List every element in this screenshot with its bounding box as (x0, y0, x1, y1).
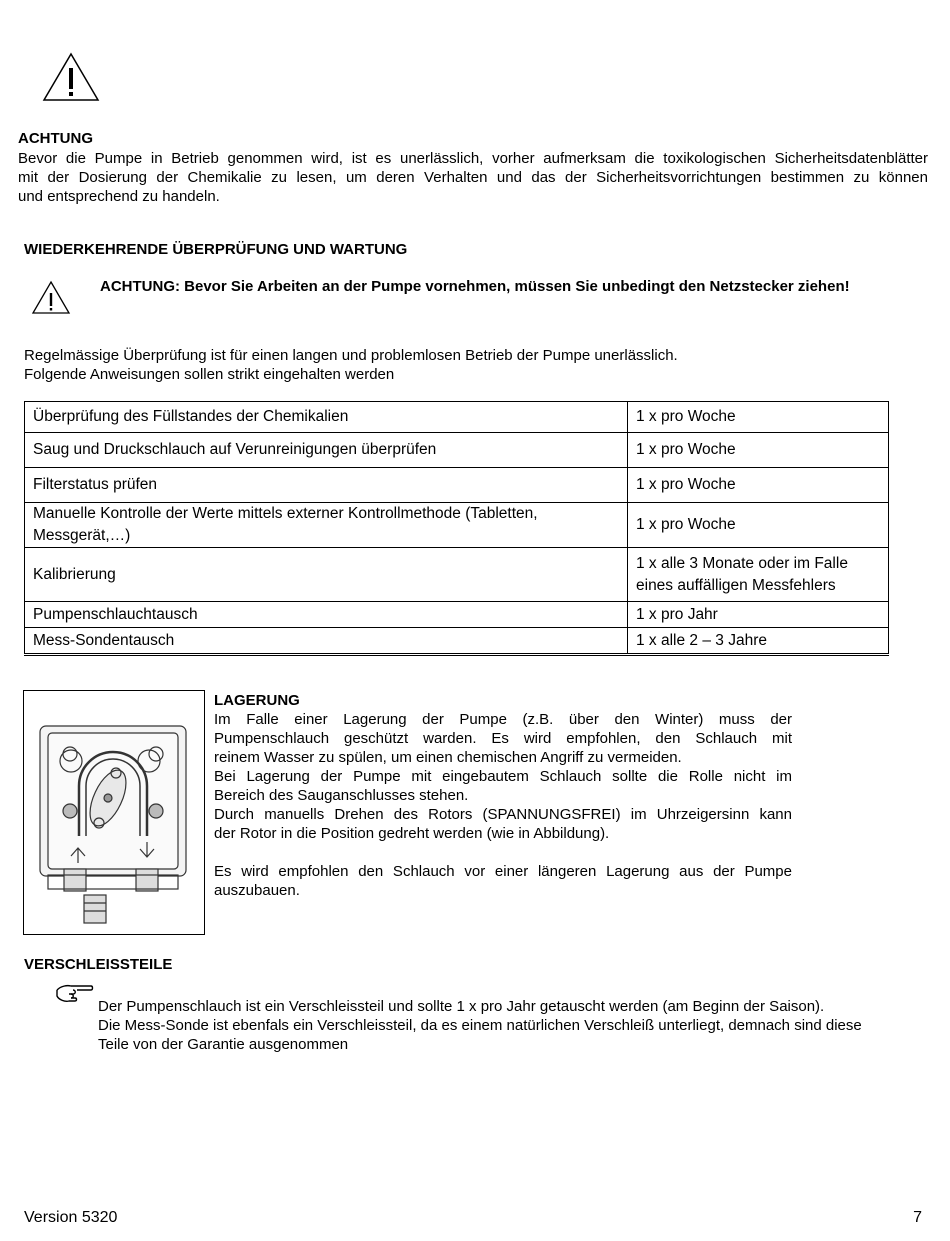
warning-triangle-icon (31, 280, 71, 315)
interval-cell: 1 x pro Woche (628, 433, 889, 468)
interval-cell: 1 x pro Woche (628, 402, 889, 433)
storage-line: Es wird empfohlen den Schlauch vor einer längeren Lagerung aus der Pumpe (214, 863, 792, 880)
storage-line: Bei Lagerung der Pumpe mit eingebautem Schlauch sollte die Rolle nicht im (214, 768, 792, 785)
page-number: 7 (913, 1209, 922, 1226)
intro-line: Regelmässige Überprüfung ist für einen langen und problemlosen Betrieb der Pumpe unerlässlich. (24, 347, 678, 364)
maintenance-intro (24, 346, 678, 384)
task-cell: Kalibrierung (25, 548, 628, 602)
interval-cell: 1 x pro Woche (628, 468, 889, 503)
storage-line (214, 843, 792, 862)
table-row (25, 503, 889, 548)
table-row (25, 433, 889, 468)
table-row (25, 548, 889, 602)
task-cell: Filterstatus prüfen (25, 468, 628, 503)
storage-line: auszubauen. (214, 882, 300, 899)
storage-line: Durch manuells Drehen des Rotors (SPANNUNGSFREI) im Uhrzeigersinn kann (214, 806, 792, 823)
wear-parts-heading: VERSCHLEISSTEILE (24, 956, 173, 973)
maintenance-table (24, 401, 889, 656)
warning-line: mit der Dosierung der Chemikalie zu lesen, um deren Verhalten und das der Sicherheitsvorrichtungen bestimmen zu können (18, 169, 928, 186)
maintenance-heading: WIEDERKEHRENDE ÜBERPRÜFUNG UND WARTUNG (24, 241, 408, 258)
table-row (25, 468, 889, 503)
task-cell: Pumpenschlauchtausch (25, 602, 628, 628)
storage-line: reinem Wasser zu spülen, um einen chemischen Angriff zu vermeiden. (214, 749, 682, 766)
warning-line: Bevor die Pumpe in Betrieb genommen wird, ist es unerlässlich, vorher aufmerksam die toxikologischen Sicherheitsdatenblätter (18, 150, 928, 167)
table-row (25, 602, 889, 628)
warning-line: und entsprechend zu handeln. (18, 188, 220, 205)
storage-line: der Rotor in die Position gedreht werden (wie in Abbildung). (214, 825, 610, 842)
maintenance-warning: ACHTUNG: Bevor Sie Arbeiten an der Pumpe vornehmen, müssen Sie unbedingt den Netzstecker ziehen! (100, 278, 850, 295)
table-row (25, 402, 889, 433)
task-cell: Manuelle Kontrolle der Werte mittels externer Kontrollmethode (Tabletten, Messgerät,…) (25, 503, 628, 548)
storage-heading: LAGERUNG (214, 692, 300, 709)
intro-line: Folgende Anweisungen sollen strikt eingehalten werden (24, 366, 395, 383)
task-cell: Überprüfung des Füllstandes der Chemikalien (25, 402, 628, 433)
storage-line: Im Falle einer Lagerung der Pumpe (z.B. über den Winter) muss der (214, 711, 792, 728)
storage-text (214, 710, 792, 900)
storage-line: Pumpenschlauch geschützt warden. Es wird empfohlen, den Schlauch mit (214, 730, 792, 747)
wear-line: Der Pumpenschlauch ist ein Verschleissteil und sollte 1 x pro Jahr getauscht werden (am Beginn der Saison). (98, 998, 825, 1015)
wear-line: Die Mess-Sonde ist ebenfals ein Verschleissteil, da es einem natürlichen Verschleiß unterliegt, demnach sind diese (98, 1017, 862, 1034)
wear-line: Teile von der Garantie ausgenommen (98, 1036, 349, 1053)
task-cell: Saug und Druckschlauch auf Verunreinigungen überprüfen (25, 433, 628, 468)
warning-title: ACHTUNG (18, 130, 93, 147)
storage-line: Bereich des Sauganschlusses stehen. (214, 787, 469, 804)
wear-parts-text (98, 997, 928, 1054)
pump-illustration (23, 690, 205, 935)
interval-cell: 1 x alle 2 – 3 Jahre (628, 628, 889, 655)
warning-triangle-icon (42, 52, 100, 102)
pointing-hand-icon (55, 982, 95, 1004)
task-cell: Mess-Sondentausch (25, 628, 628, 655)
table-row (25, 628, 889, 655)
interval-cell: 1 x alle 3 Monate oder im Falle eines auffälligen Messfehlers (628, 548, 889, 602)
warning-text (18, 149, 928, 206)
interval-cell: 1 x pro Woche (628, 503, 889, 548)
footer-version: Version 5320 (24, 1209, 118, 1226)
interval-cell: 1 x pro Jahr (628, 602, 889, 628)
